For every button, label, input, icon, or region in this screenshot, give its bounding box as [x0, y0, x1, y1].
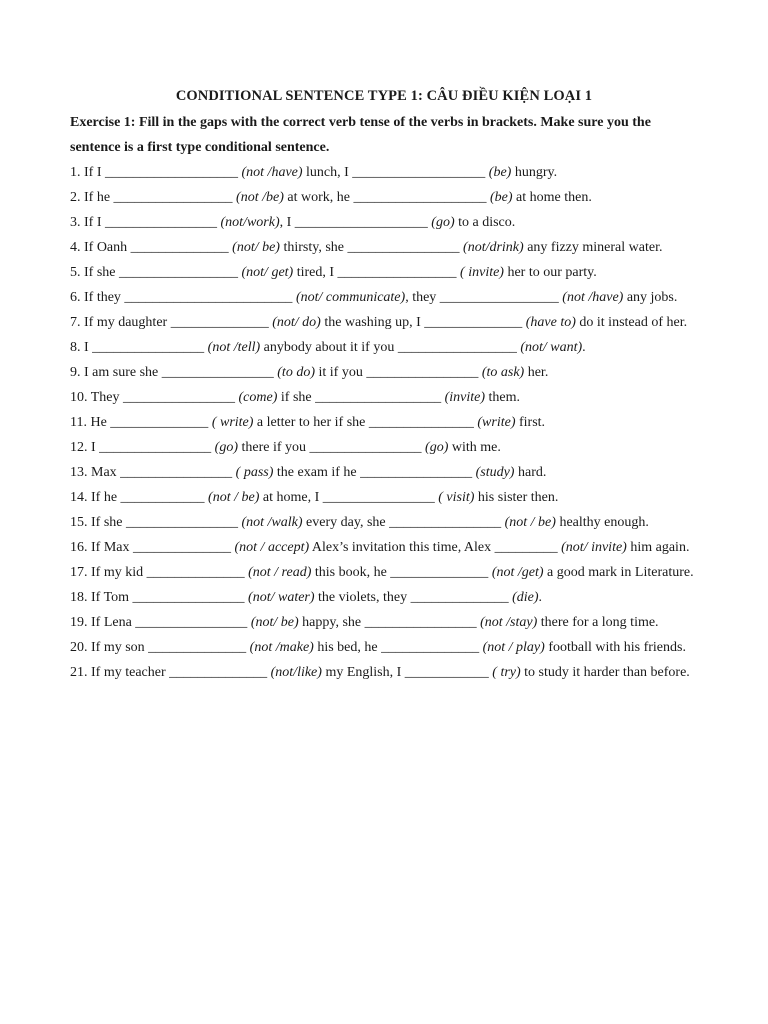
sentence-text: healthy enough.: [555, 515, 649, 530]
exercise-item: [70, 410, 698, 435]
sentence-text: 1. If I ___________________: [70, 165, 242, 180]
sentence-text: it if you ________________: [314, 365, 482, 380]
sentence-text: anybody about it if you _________________: [260, 340, 521, 355]
verb-hint: (not / accept): [234, 540, 310, 555]
sentence-text: 5. If she _________________: [70, 265, 242, 280]
sentence-text: 16. If Max ______________: [70, 540, 235, 555]
exercise-item: [70, 585, 698, 610]
verb-hint: (go): [425, 440, 449, 455]
verb-hint: ( pass): [235, 465, 274, 480]
verb-hint: (invite): [444, 390, 486, 405]
sentence-text: at home, I ________________: [259, 490, 439, 505]
sentence-text: them.: [485, 390, 521, 405]
verb-hint: (not/ be): [250, 615, 299, 630]
verb-hint: (not /walk): [241, 515, 303, 530]
sentence-text: this book, he ______________: [311, 565, 492, 580]
verb-hint: (not /have): [562, 290, 624, 305]
sentence-text: 20. If my son ______________: [70, 640, 250, 655]
sentence-text: football with his friends.: [544, 640, 686, 655]
verb-hint: (come): [238, 390, 278, 405]
exercise-item: [70, 235, 698, 260]
sentence-text: 12. I ________________: [70, 440, 215, 455]
sentence-text: .: [538, 590, 543, 605]
exercise-item: [70, 635, 698, 660]
sentence-text: , they _________________: [405, 290, 563, 305]
verb-hint: (be): [488, 165, 512, 180]
verb-hint: (have to): [525, 315, 576, 330]
sentence-text: the washing up, I ______________: [320, 315, 526, 330]
verb-hint: (not/ be): [232, 240, 280, 255]
sentence-text: with me.: [448, 440, 501, 455]
verb-hint: (not/like): [270, 665, 322, 680]
exercise-item: [70, 510, 698, 535]
verb-hint: (not/ want): [520, 340, 583, 355]
sentence-text: him again.: [626, 540, 690, 555]
sentence-text: the violets, they ______________: [314, 590, 513, 605]
verb-hint: (not / be): [504, 515, 556, 530]
sentence-text: 2. If he _________________: [70, 190, 237, 205]
exercise-item: [70, 435, 698, 460]
exercise-item: [70, 210, 698, 235]
sentence-text: to a disco.: [454, 215, 516, 230]
sentence-text: to study it harder than before.: [520, 665, 690, 680]
sentence-text: the exam if he ________________: [273, 465, 476, 480]
verb-hint: (go): [214, 440, 238, 455]
verb-hint: (not / read): [248, 565, 312, 580]
exercise-list: [70, 160, 698, 685]
verb-hint: (write): [477, 415, 516, 430]
sentence-text: there for a long time.: [537, 615, 659, 630]
verb-hint: (die): [512, 590, 539, 605]
sentence-text: her to our party.: [503, 265, 597, 280]
exercise-item: [70, 185, 698, 210]
verb-hint: ( visit): [438, 490, 475, 505]
verb-hint: (not/ invite): [561, 540, 627, 555]
verb-hint: (not/ communicate): [295, 290, 406, 305]
exercise-item: [70, 260, 698, 285]
sentence-text: my English, I ____________: [321, 665, 493, 680]
verb-hint: (not /tell): [207, 340, 261, 355]
sentence-text: at home then.: [512, 190, 592, 205]
sentence-text: lunch, I ___________________: [302, 165, 489, 180]
sentence-text: 18. If Tom ________________: [70, 590, 249, 605]
exercise-item: [70, 310, 698, 335]
sentence-text: 21. If my teacher ______________: [70, 665, 271, 680]
verb-hint: (not /have): [241, 165, 303, 180]
exercise-item: [70, 335, 698, 360]
sentence-text: if she __________________: [277, 390, 445, 405]
sentence-text: thirsty, she ________________: [279, 240, 464, 255]
verb-hint: (study): [475, 465, 515, 480]
sentence-text: 11. He ______________: [70, 415, 212, 430]
sentence-text: 19. If Lena ________________: [70, 615, 251, 630]
verb-hint: (not / be): [208, 490, 260, 505]
sentence-text: 8. I ________________: [70, 340, 208, 355]
sentence-text: any jobs.: [623, 290, 678, 305]
sentence-text: 4. If Oanh ______________: [70, 240, 233, 255]
sentence-text: 7. If my daughter ______________: [70, 315, 273, 330]
exercise-item: [70, 485, 698, 510]
sentence-text: .: [582, 340, 586, 355]
exercise-item: [70, 160, 698, 185]
verb-hint: (not/ get): [241, 265, 294, 280]
exercise-item: [70, 560, 698, 585]
exercise-item: [70, 535, 698, 560]
verb-hint: (not/work): [220, 215, 280, 230]
sentence-text: 3. If I ________________: [70, 215, 221, 230]
sentence-text: 10. They ________________: [70, 390, 239, 405]
verb-hint: (not /make): [249, 640, 314, 655]
verb-hint: (not/ do): [272, 315, 321, 330]
sentence-text: any fizzy mineral water.: [523, 240, 663, 255]
sentence-text: a good mark in Literature.: [543, 565, 694, 580]
verb-hint: (to ask): [481, 365, 525, 380]
verb-hint: (to do): [277, 365, 315, 380]
sentence-text: his bed, he ______________: [313, 640, 483, 655]
exercise-item: [70, 660, 698, 685]
sentence-text: do it instead of her.: [575, 315, 688, 330]
exercise-instructions: Exercise 1: Fill in the gaps with the correct verb tense of the verbs in brackets. Make sure you the sentence is a first type conditional sentence.: [70, 115, 651, 155]
sentence-text: his sister then.: [474, 490, 559, 505]
sentence-text: her.: [524, 365, 549, 380]
exercise-item: [70, 385, 698, 410]
page-title: CONDITIONAL SENTENCE TYPE 1: CÂU ĐIỀU KIỆN LOẠI 1: [175, 88, 593, 104]
verb-hint: (be): [489, 190, 513, 205]
exercise-item: [70, 610, 698, 635]
sentence-text: first.: [515, 415, 546, 430]
sentence-text: Alex’s invitation this time, Alex _________: [309, 540, 562, 555]
exercise-item: [70, 360, 698, 385]
sentence-text: 14. If he ____________: [70, 490, 209, 505]
sentence-text: tired, I _________________: [293, 265, 461, 280]
exercise-item: [70, 460, 698, 485]
sentence-text: at work, he ___________________: [283, 190, 490, 205]
verb-hint: ( write): [211, 415, 254, 430]
sentence-text: 9. I am sure she ________________: [70, 365, 278, 380]
verb-hint: (go): [431, 215, 455, 230]
sentence-text: 6. If they ________________________: [70, 290, 296, 305]
verb-hint: (not/drink): [463, 240, 524, 255]
verb-hint: (not /stay): [480, 615, 538, 630]
verb-hint: (not /be): [236, 190, 284, 205]
sentence-text: happy, she ________________: [298, 615, 481, 630]
sentence-text: there if you ________________: [238, 440, 426, 455]
sentence-text: a letter to her if she _______________: [253, 415, 478, 430]
verb-hint: ( try): [492, 665, 521, 680]
sentence-text: 17. If my kid ______________: [70, 565, 249, 580]
exercise-item: [70, 285, 698, 310]
sentence-text: hard.: [514, 465, 547, 480]
sentence-text: 13. Max ________________: [70, 465, 236, 480]
verb-hint: ( invite): [460, 265, 504, 280]
sentence-text: 15. If she ________________: [70, 515, 242, 530]
sentence-text: every day, she ________________: [302, 515, 505, 530]
verb-hint: (not / play): [482, 640, 545, 655]
verb-hint: (not/ water): [248, 590, 315, 605]
sentence-text: , I ___________________: [279, 215, 432, 230]
verb-hint: (not /get): [491, 565, 544, 580]
sentence-text: hungry.: [511, 165, 558, 180]
